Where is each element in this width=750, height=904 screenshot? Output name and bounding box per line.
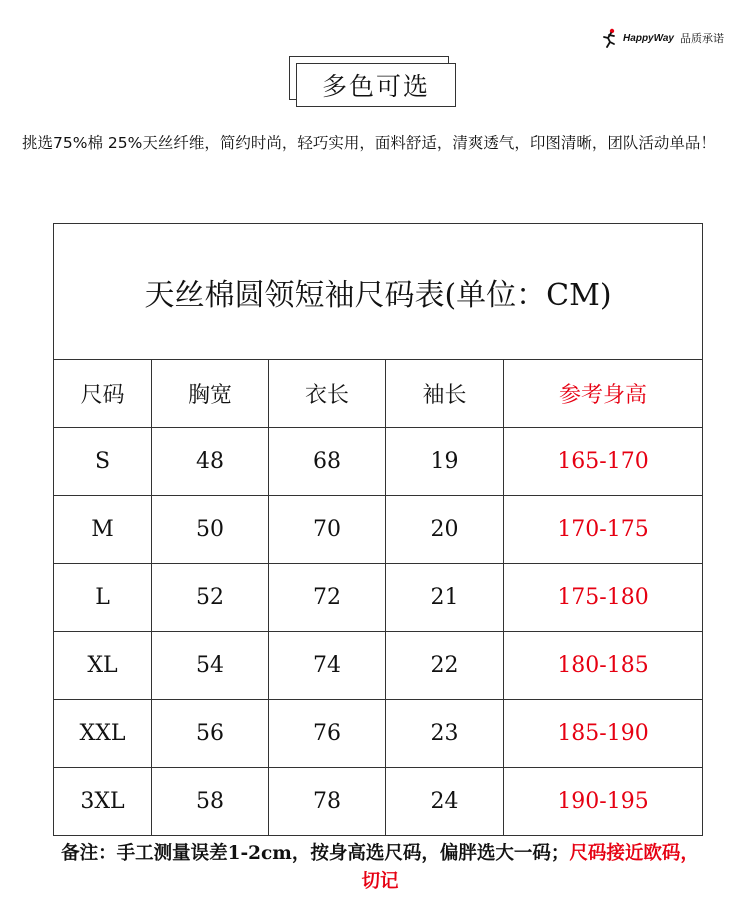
badge-label: 多色可选 [296,63,456,107]
cell-length: 78 [269,768,386,836]
running-figure-icon [603,28,617,48]
cell-height: 175-180 [504,564,703,632]
measurement-note [60,840,700,896]
cell-sleeve: 21 [386,564,504,632]
cell-chest: 48 [152,428,269,496]
brand-slogan: 品质承诺 [680,32,724,45]
brand-name: HappyWay [623,32,674,44]
table-row [54,700,703,768]
header-size: 尺码 [54,360,152,428]
cell-chest: 50 [152,496,269,564]
brand [603,26,724,50]
cell-sleeve: 23 [386,700,504,768]
cell-chest: 52 [152,564,269,632]
cell-height: 180-185 [504,632,703,700]
cell-sleeve: 19 [386,428,504,496]
cell-length: 72 [269,564,386,632]
cell-height: 190-195 [504,768,703,836]
size-chart [53,223,703,836]
cell-height: 165-170 [504,428,703,496]
product-intro: 挑选75%棉 25%天丝纤维，简约时尚，轻巧实用，面料舒适，清爽透气，印图清晰，团队活动单品！ [22,134,716,152]
header-chest: 胸宽 [152,360,269,428]
header-height: 参考身高 [504,360,703,428]
cell-sleeve: 22 [386,632,504,700]
cell-sleeve: 20 [386,496,504,564]
color-options-badge [289,56,459,108]
table-row [54,768,703,836]
note-highlight: 尺码接近欧码，切记 [361,843,699,892]
cell-chest: 56 [152,700,269,768]
cell-size: S [54,428,152,496]
cell-size: M [54,496,152,564]
table-row [54,428,703,496]
cell-chest: 54 [152,632,269,700]
table-row [54,496,703,564]
note-text: 备注：手工测量误差1-2cm，按身高选尺码，偏胖选大一码； [61,843,570,864]
cell-height: 170-175 [504,496,703,564]
cell-size: XL [54,632,152,700]
size-chart-title: 天丝棉圆领短袖尺码表(单位：CM) [54,224,703,360]
cell-size: XXL [54,700,152,768]
cell-length: 76 [269,700,386,768]
table-row [54,564,703,632]
cell-sleeve: 24 [386,768,504,836]
table-row [54,632,703,700]
cell-size: L [54,564,152,632]
cell-size: 3XL [54,768,152,836]
header-length: 衣长 [269,360,386,428]
header-row [54,360,703,428]
cell-height: 185-190 [504,700,703,768]
cell-length: 68 [269,428,386,496]
cell-length: 74 [269,632,386,700]
header-sleeve: 袖长 [386,360,504,428]
cell-chest: 58 [152,768,269,836]
cell-length: 70 [269,496,386,564]
